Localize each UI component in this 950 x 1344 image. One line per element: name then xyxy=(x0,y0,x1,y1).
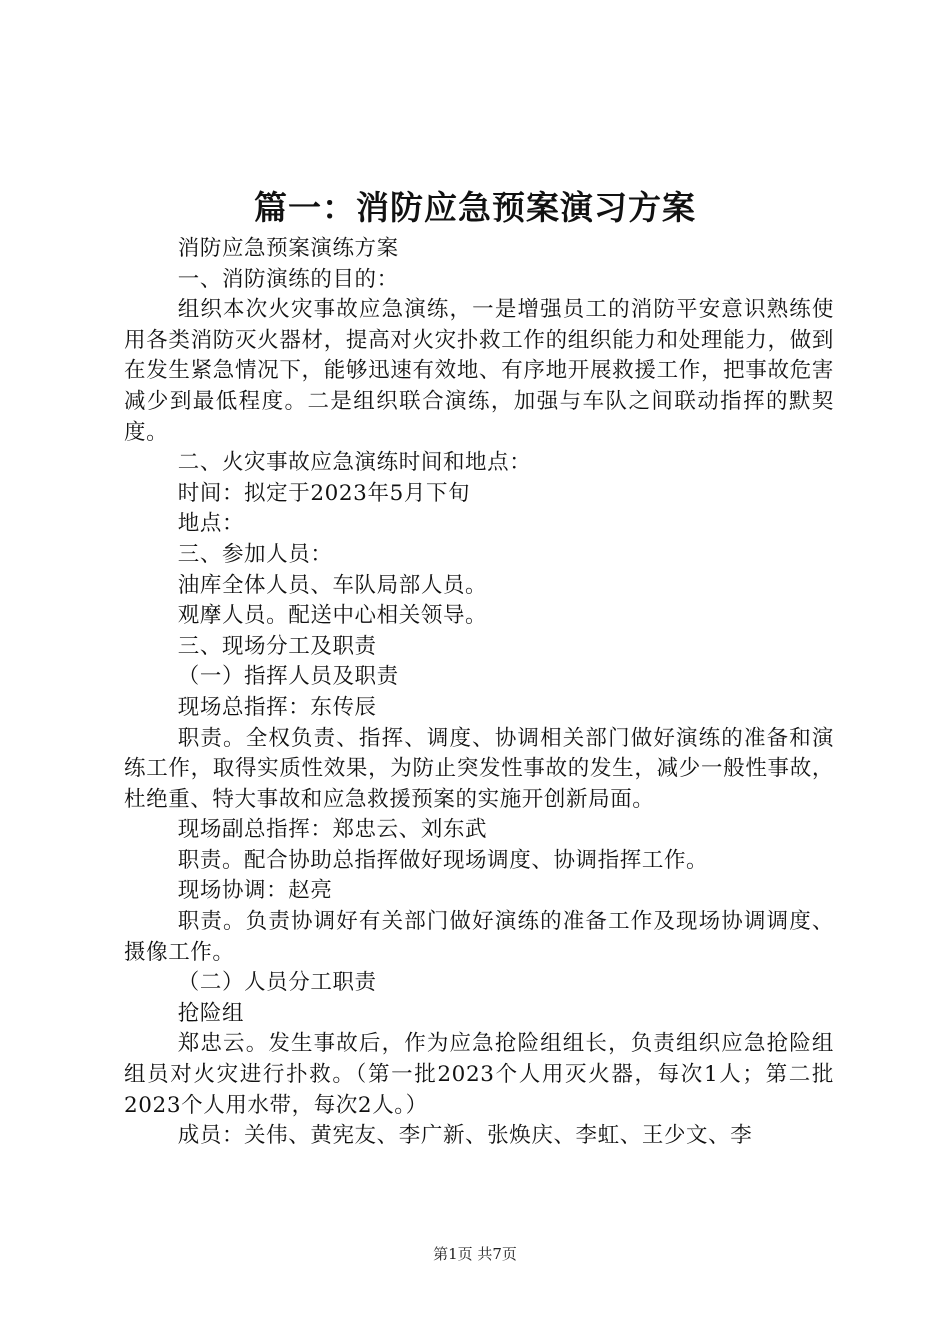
heading-staff-duties: （二）人员分工职责 xyxy=(177,970,377,996)
paragraph-coordinator-duties: 职责。负责协调好有关部门做好演练的准备工作及现场协调调度、摄像工作。 xyxy=(124,909,834,965)
heading-participants: 三、参加人员： xyxy=(177,541,333,567)
heading-division: 三、现场分工及职责 xyxy=(177,633,377,659)
heading-commanders: （一）指挥人员及职责 xyxy=(177,664,399,690)
paragraph-observers: 观摩人员。配送中心相关领导。 xyxy=(177,603,488,629)
paragraph-rescue-members: 成员：关伟、黄宪友、李广新、张焕庆、李虹、王少文、李 xyxy=(177,1123,753,1149)
paragraph-chief-duties: 职责。全权负责、指挥、调度、协调相关部门做好演练的准备和演练工作，取得实质性效果，为防止突发性事故的发生，减少一般性事故，杜绝重、特大事故和应急救援预案的实施开创新局面。 xyxy=(124,725,834,812)
paragraph-coordinator: 现场协调：赵亮 xyxy=(177,878,333,904)
paragraph-chief-commander: 现场总指挥：东传辰 xyxy=(177,694,377,720)
page-footer: 第1页 共7页 xyxy=(433,1245,517,1263)
paragraph-deputy-commander: 现场副总指挥：郑忠云、刘东武 xyxy=(177,817,488,843)
paragraph-rescue-leader: 郑忠云。发生事故后，作为应急抢险组组长，负责组织应急抢险组组员对火灾进行扑救。（第一批2023个人用灭火器，每次1人；第二批2023个人用水带，每次2人。） xyxy=(124,1031,834,1118)
heading-purpose: 一、消防演练的目的： xyxy=(177,266,399,292)
paragraph-time: 时间：拟定于2023年5月下旬 xyxy=(177,480,471,506)
paragraph-deputy-duties: 职责。配合协助总指挥做好现场调度、协调指挥工作。 xyxy=(177,847,709,873)
document-title: 篇一：消防应急预案演习方案 xyxy=(254,188,696,227)
paragraph-place: 地点： xyxy=(177,511,245,537)
paragraph-participants: 油库全体人员、车队局部人员。 xyxy=(177,572,488,598)
document-body xyxy=(124,234,834,1152)
paragraph-plan-name: 消防应急预案演练方案 xyxy=(177,236,399,261)
heading-time-place: 二、火灾事故应急演练时间和地点： xyxy=(177,450,532,476)
heading-rescue-team: 抢险组 xyxy=(177,1000,245,1026)
paragraph-purpose: 组织本次火灾事故应急演练，一是增强员工的消防平安意识熟练使用各类消防灭火器材，提高对火灾扑救工作的组织能力和处理能力，做到在发生紧急情况下，能够迅速有效地、有序地开展救援工作，把事故危害减少到最低程度。二是组织联合演练，加强与车队之间联动指挥的默契度。 xyxy=(124,297,834,445)
